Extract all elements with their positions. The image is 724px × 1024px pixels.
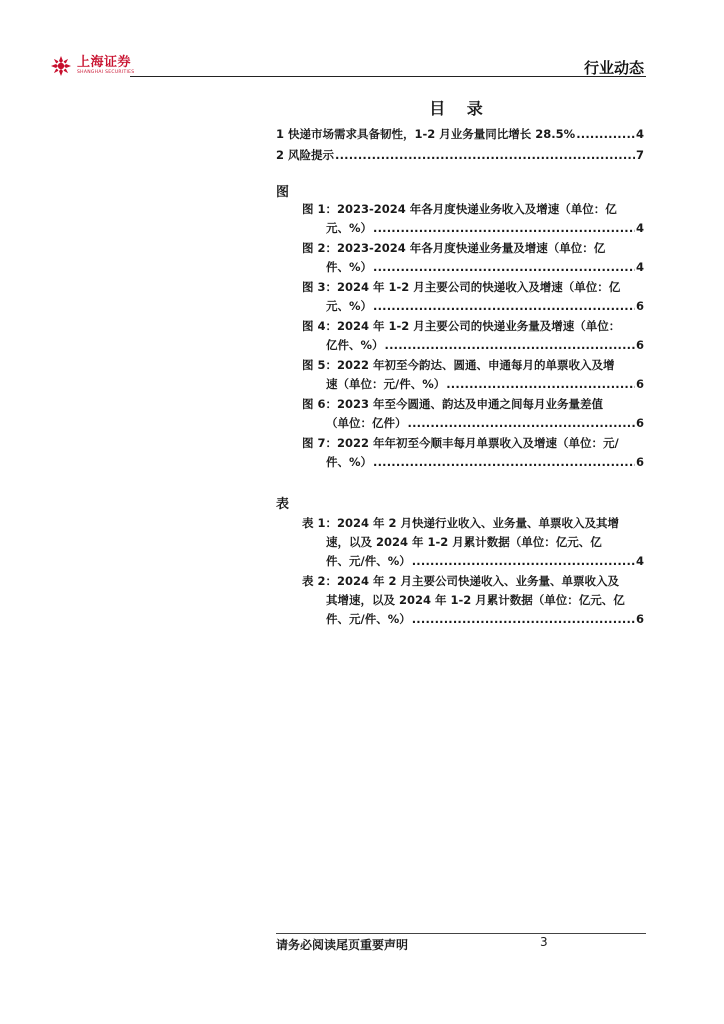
- table-entry-title: 表 1：2024 年 2 月快递行业收入、业务量、单票收入及其增: [302, 516, 620, 530]
- table-entry[interactable]: [302, 571, 644, 629]
- table-entry-title: 表 2：2024 年 2 月主要公司快递收入、业务量、单票收入及: [302, 574, 620, 588]
- footer-divider: [276, 933, 646, 934]
- tables-heading: 表: [276, 497, 290, 512]
- dot-leader: [373, 297, 635, 316]
- table-entry-title-cont: 速，以及 2024 年 1-2 月累计数据（单位：亿元、亿: [326, 535, 602, 549]
- figure-entry-title-cont: 件、%）: [326, 455, 373, 469]
- figure-entry[interactable]: [302, 238, 644, 277]
- toc-title: 目 录: [429, 99, 491, 118]
- figure-entry-page: 4: [635, 260, 644, 274]
- report-category: 行业动态: [583, 59, 644, 77]
- figure-entry-page: 6: [635, 299, 644, 313]
- figure-entry-title: 图 1：2023-2024 年各月度快递业务收入及增速（单位：亿: [302, 202, 617, 216]
- toc-entry-title: 1 快递市场需求具备韧性，1-2 月业务量同比增长 28.5%: [276, 127, 576, 141]
- figure-entry-title-cont: 亿件、%）: [326, 338, 384, 352]
- page-number: 3: [540, 935, 548, 949]
- logo-emblem-icon: [50, 55, 72, 77]
- figure-entry-title-cont: 元、%）: [326, 221, 373, 235]
- figure-entry-page: 6: [635, 338, 644, 352]
- dot-leader: [408, 414, 635, 433]
- figures-list: [276, 199, 644, 472]
- disclaimer-notice: 请务必阅读尾页重要声明: [276, 938, 409, 952]
- figure-entry-title: 图 3：2024 年 1-2 月主要公司的快递收入及增速（单位：亿: [302, 280, 621, 294]
- dot-leader: [412, 552, 635, 571]
- toc-entry-page: 7: [635, 148, 644, 162]
- toc-entry-page: 4: [635, 127, 644, 141]
- dot-leader: [446, 375, 635, 394]
- figure-entry-title-cont: 件、%）: [326, 260, 373, 274]
- figure-entry-title: 图 4：2024 年 1-2 月主要公司的快递业务量及增速（单位：: [302, 319, 621, 333]
- tables-list: [276, 513, 644, 629]
- table-entry[interactable]: [302, 513, 644, 571]
- figure-entry-title-cont: 速（单位：元/件、%）: [326, 377, 446, 391]
- company-logo: [50, 55, 134, 77]
- figure-entry[interactable]: [302, 394, 644, 433]
- logo-english-name: SHANGHAI SECURITIES: [77, 70, 135, 76]
- dot-leader: [373, 219, 635, 238]
- table-entry-page: 4: [635, 554, 644, 568]
- dot-leader: [335, 148, 635, 162]
- figure-entry[interactable]: [302, 277, 644, 316]
- figure-entry-title: 图 5：2022 年初至今韵达、圆通、申通每月的单票收入及增: [302, 358, 615, 372]
- toc-entry-title: 2 风险提示: [276, 148, 335, 162]
- table-entry-page: 6: [635, 612, 644, 626]
- figure-entry-page: 6: [635, 377, 644, 391]
- logo-chinese-name: 上海证券: [77, 55, 132, 71]
- figure-entry-page: 6: [635, 455, 644, 469]
- dot-leader: [373, 258, 635, 277]
- figure-entry-title-cont: 元、%）: [326, 299, 373, 313]
- dot-leader: [412, 610, 635, 629]
- figures-heading: 图: [276, 185, 290, 200]
- toc-entry[interactable]: [276, 126, 644, 147]
- table-entry-title-end: 件、元/件、%）: [326, 554, 411, 568]
- toc-main-list: [276, 126, 644, 168]
- figure-entry-title: 图 7：2022 年年初至今顺丰每月单票收入及增速（单位：元/: [302, 436, 619, 450]
- figure-entry[interactable]: [302, 316, 644, 355]
- dot-leader: [385, 336, 635, 355]
- figure-entry-title: 图 2：2023-2024 年各月度快递业务量及增速（单位：亿: [302, 241, 606, 255]
- figure-entry[interactable]: [302, 433, 644, 472]
- table-entry-title-end: 件、元/件、%）: [326, 612, 411, 626]
- dot-leader: [576, 127, 635, 141]
- figure-entry-title-cont: （单位：亿件）: [326, 416, 407, 430]
- figure-entry[interactable]: [302, 199, 644, 238]
- dot-leader: [373, 453, 635, 472]
- toc-entry[interactable]: [276, 147, 644, 168]
- table-entry-title-cont: 其增速，以及 2024 年 1-2 月累计数据（单位：亿元、亿: [326, 593, 625, 607]
- figure-entry-title: 图 6：2023 年至今圆通、韵达及申通之间每月业务量差值: [302, 397, 604, 411]
- figure-entry-page: 6: [635, 416, 644, 430]
- figure-entry-page: 4: [635, 221, 644, 235]
- header-divider: [130, 76, 646, 77]
- figure-entry[interactable]: [302, 355, 644, 394]
